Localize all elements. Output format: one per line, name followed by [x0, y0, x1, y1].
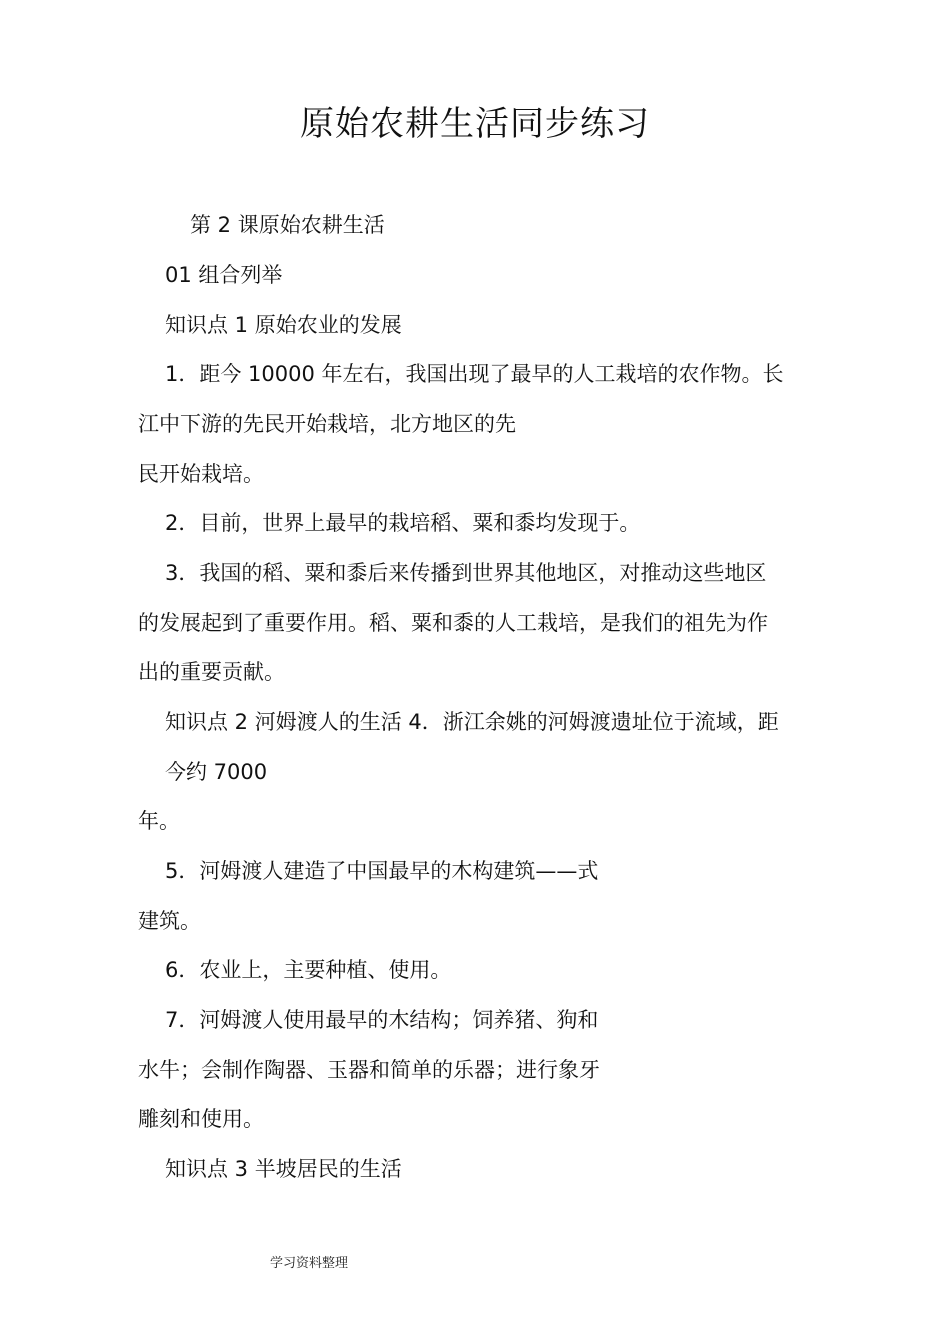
- knowledge-point-heading: 知识点 2 河姆渡人的生活 4．浙江余姚的河姆渡遗址位于流域，距: [165, 710, 779, 734]
- footer-note: 学习资料整理: [270, 1256, 349, 1271]
- question-text: 雕刻和使用。: [138, 1107, 264, 1131]
- question-text: 民开始栽培。: [138, 462, 264, 486]
- question-text: 水牛；会制作陶器、玉器和简单的乐器；进行象牙: [138, 1058, 600, 1082]
- question-text: 7．河姆渡人使用最早的木结构；饲养猪、狗和: [165, 1008, 599, 1032]
- section-heading: 01 组合列举: [165, 263, 283, 287]
- question-text: 2．目前，世界上最早的栽培稻、粟和黍均发现于。: [165, 511, 641, 535]
- lesson-heading: 第 2 课原始农耕生活: [190, 213, 385, 237]
- question-text: 3．我国的稻、粟和黍后来传播到世界其他地区，对推动这些地区: [165, 561, 767, 585]
- question-text: 6．农业上，主要种植、使用。: [165, 958, 452, 982]
- question-text: 年。: [138, 809, 180, 833]
- question-text: 建筑。: [138, 909, 201, 933]
- knowledge-point-heading: 知识点 1 原始农业的发展: [165, 313, 402, 337]
- question-text: 江中下游的先民开始栽培，北方地区的先: [138, 412, 516, 436]
- question-text: 的发展起到了重要作用。稻、粟和黍的人工栽培，是我们的祖先为作: [138, 611, 768, 635]
- document-title: 原始农耕生活同步练习: [300, 104, 650, 144]
- knowledge-point-heading: 知识点 3 半坡居民的生活: [165, 1157, 402, 1181]
- question-text: 出的重要贡献。: [138, 660, 285, 684]
- question-text: 5．河姆渡人建造了中国最早的木构建筑——式: [165, 859, 599, 883]
- question-text: 今约 7000: [165, 760, 268, 784]
- question-text: 1．距今 10000 年左右，我国出现了最早的人工栽培的农作物。长: [165, 362, 784, 386]
